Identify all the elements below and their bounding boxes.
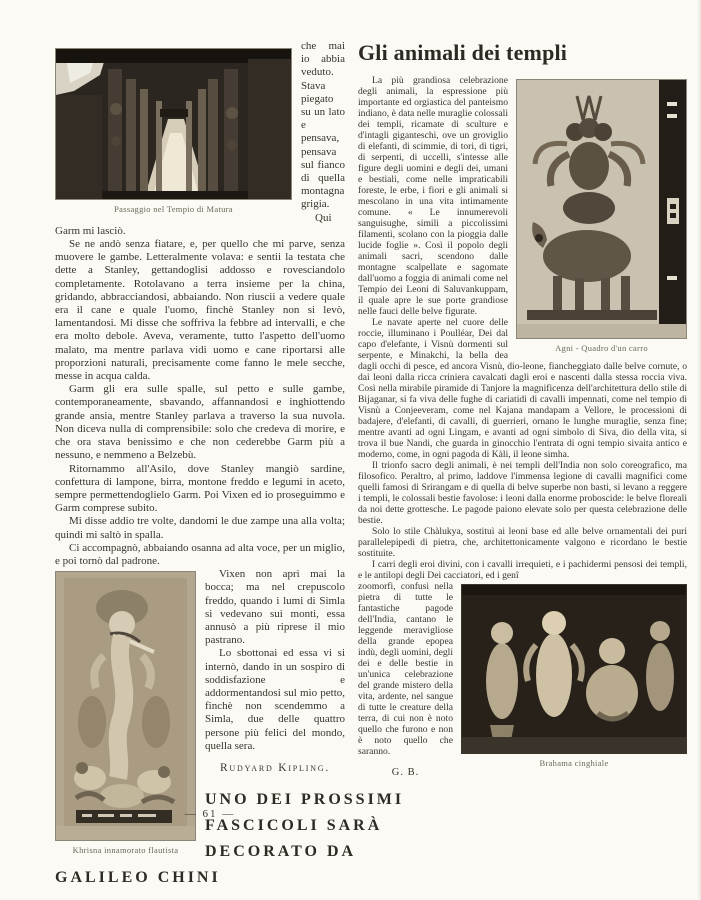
brahama-photo bbox=[461, 584, 687, 754]
page-edge bbox=[697, 0, 701, 900]
kipling-paragraph: Lo sbottonai ed essa vi si internò, dando in un sospiro di soddisfazione e addormentandosi sul mio petto, finchè non scendemmo a Simla, due delle quattro persone più felici del mondo, quella sera. bbox=[205, 647, 345, 752]
article-paragraph: Le navate aperte nel cuore delle roccie, illuminano i Poulléar, Dei dal capo d'elefante, i Visnù dormenti sul serpente, e Minakchi, la bella dea dagli occhi di pesce, ed ancora Visnù, dio-leone, fiancheggiato dalle belve cornute, o dai leoni dalla ricca criniera cavalcati dagli eroi e nascenti dalla stessa roccia viva. Così nella mirabile piramide di Tanjore la magnificenza dell'architettura dello stile di Bijaganar, si fa viva delle fughe di cariatidi di cavalli impennati, come nel tempio di Visnù a Conjeeveram, come nel Kajana mandapam a Vellore, le processioni di badajere, d'elefanti, di cavalli, di guerrieri, ornano le lunghe muraglie, senza fine; mentre avanti ad ogni Lingam, e avanti ad ogni simbolo di Siva, dio della vita, si trova il bue Nandi, che guarda in ginocchio l'entrata di ogni tempio sivaita antico e moderno, come, in ogni pagoda di Kàli, il leone simha. bbox=[358, 317, 687, 460]
promo-line: UNO DEI PROSSIMI bbox=[205, 790, 405, 808]
figure-caption: Passaggio nel Tempio di Matura bbox=[114, 204, 233, 214]
page-number: — 61 — bbox=[184, 808, 236, 820]
article-title: Gli animali dei templi bbox=[358, 40, 568, 65]
kipling-column bbox=[55, 40, 405, 891]
figure-caption: Brahama cinghiale bbox=[539, 758, 609, 768]
kipling-paragraph: Ritornammo all'Asilo, dove Stanley mangiò sardine, confettura di lampone, birra, montone freddo e legumi in aceto, sempre permettendoglielo Garm. Poi Vixen ed io proseguimmo e Garm comprese subito. bbox=[55, 462, 345, 515]
kipling-paragraph: Mi disse addio tre volte, dandomi le due zampe una alla volta; quindi mi saltò in spalla. bbox=[55, 515, 345, 541]
promo-line: GALILEO CHINI bbox=[55, 868, 221, 886]
kipling-signature: Rudyard Kipling. bbox=[219, 761, 331, 774]
promo-line: DECORATO DA bbox=[205, 842, 357, 860]
kipling-paragraph: Se ne andò senza fiatare, e, per quello che mi parve, senza muovere le gambe. Letteralmente volava: e sentii la testata che dette a Stanley, gettandoglisi addosso e rovesciandolo completamente. Rotolavano a terra insieme per la china, gridando, abbracciandosi, abbaiando. Non riuscii a vedere quale era il cane e quale l'uomo, finchè Stanley non si levò, lamentandosi. Mi disse che soffriva la febbre ad intervalli, e che era molto debole. Aveva, veramente, tutto l'aspetto dell'uomo malato, ma mentre parlava vidi uomo e cane riportarsi alle proporzioni naturali, precisamente come fanno le mele secche, messe in acqua calda. bbox=[55, 238, 345, 383]
figure-caption: Agni - Quadro d'un carro bbox=[555, 343, 648, 353]
article-signature: G. B. bbox=[391, 767, 420, 778]
kipling-paragraph: Vixen non aprì mai la bocca; ma nel crepuscolo freddo, quando i lumi di Simla si vedevano sui monti, essa annusò a più riprese il mio pastrano. bbox=[205, 568, 345, 647]
temple-passage-photo bbox=[55, 48, 292, 200]
article-paragraph: zoomorfi, confusi nella pietra di tutte le fantastiche pagode dell'India, cantano le leggende meravigliose della grande epopea indù, degli uomini, degli dei e delle bestie in un'unica celebrazione del grande mistero della vita, ardente, nel sangue di tutte le creature della terra, di cui non è noto quello che furono e non è noto quello che saranno. bbox=[358, 581, 453, 757]
krishna-flautist-photo bbox=[55, 571, 196, 841]
kipling-paragraph: Qui Garm mi lasciò. bbox=[55, 211, 332, 237]
agni-photo bbox=[516, 79, 687, 339]
article-column bbox=[358, 40, 687, 891]
article-paragraph: Il trionfo sacro degli animali, è nei templi dell'India non solo coreografico, ma filosofico. Peraltro, al primo, laddove l'immensa legione di cavalli magnifici come quelli famosi di Srirangam e di quella di belve superbe non basti, si levano a reggere i templi, le colossali bestie favolose: i leoni dalla enorme proboscide: le belve floreali da noi dette grottesche. Le pagode paiono elevate solo per questa celebrazione delle bestie. bbox=[358, 460, 687, 526]
figure-brahama bbox=[461, 584, 687, 768]
kipling-paragraph: Ci accompagnò, abbaiando osanna ad alta voce, per un miglio, e poi tornò dal padrone. bbox=[55, 541, 345, 567]
article-paragraph: La più grandiosa celebrazione degli animali, la espressione più importante ed orgiastica del panteismo indiano, è data nelle muraglie colossali dei templi, ricamate di sculture e d'intagli giganteschi, ove un groviglio di elefanti, di scimmie, di tori, di tigri, di serpenti, di uccelli, s'intesse alle figure degli uomini e degli dei, umani e bestiali, come nelle impraticabili foreste, le erbe, i fiori e gli animali si mescolano in una vita intimamente comune. « Le innumerevoli sanguisughe, simili a piccolissimi filamenti, scolano con la pioggia dalle lucide foglie ». Così il popolo degli animali sacri, scendono dalle montagne scalpellate e sagomate dall'uomo a foggia di animali come nel Tempio dei Leoni di Saluvankuppam, il quale apre le sue porte grandiose nelle fauci delle belve figurate. bbox=[358, 75, 508, 317]
figure-caption: Khrisna innamorato flautista bbox=[72, 845, 179, 856]
article-paragraph: Solo lo stile Chàlukya, sostituì ai leoni base ed alle belve ornamentali dei puri parallelepipedi di pietra, che, architettonicamente valgono e ricordano le bestie sostituite. bbox=[358, 526, 687, 559]
promo-line: FASCICOLI SARÀ bbox=[205, 816, 383, 834]
page-content bbox=[55, 40, 687, 891]
kipling-paragraph: che mai io abbia veduto. Stava piegato su un lato e pensava, pensava sul fianco di quella montagna grigia. bbox=[301, 40, 345, 211]
kipling-paragraph: Garm gli era sulle spalle, sul petto e sulle gambe, contemporaneamente, sbavando, affannandosi e inghiottendo grande ansia, mentre Stanley parlava a traverso la sua nuvola. Non diceva nulla di comprensibile: solo che credeva di morire, e che ora stava benissimo e che non cederebbe Garm più a nessuno, e nemmeno a Belzebù. bbox=[55, 383, 345, 462]
article-paragraph: I carri degli eroi divini, con i cavalli irrequieti, e i pachidermi pensosi dei templi, e le antilopi degli Dei cacciatori, ed i genî bbox=[358, 559, 687, 581]
figure-temple-passage bbox=[55, 48, 292, 214]
figure-agni bbox=[516, 79, 687, 353]
